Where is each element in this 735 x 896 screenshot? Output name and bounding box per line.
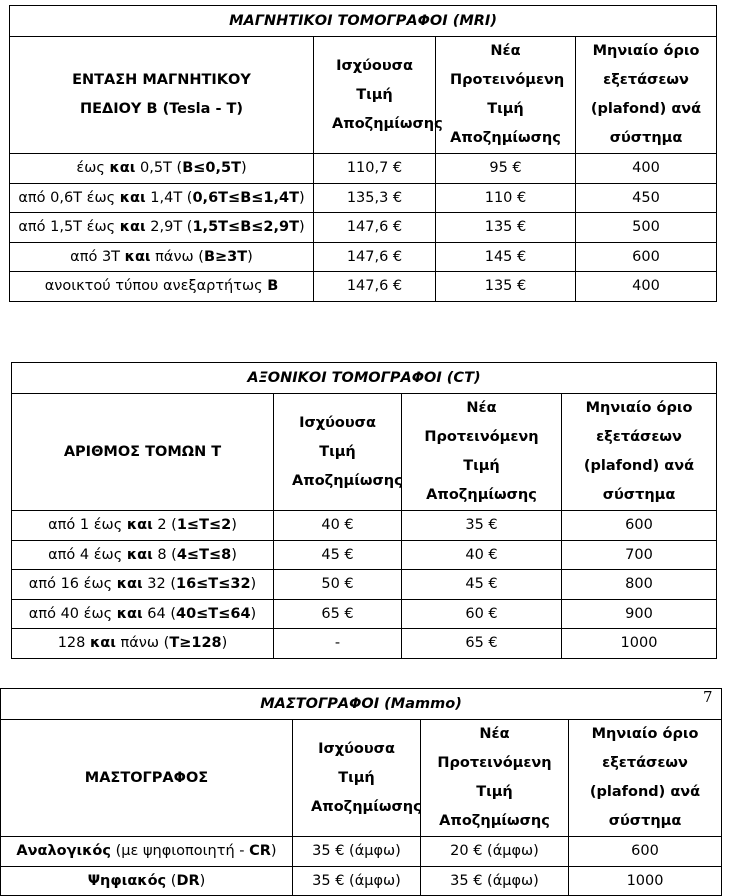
bold-text: και bbox=[126, 546, 153, 563]
bold-text: CR bbox=[249, 843, 271, 860]
limit-cell: 600 bbox=[562, 511, 717, 541]
bold-text: Ψηφιακός bbox=[87, 872, 167, 889]
table-row bbox=[12, 570, 717, 600]
row-label bbox=[12, 540, 274, 570]
bold-text: 40≤T≤64 bbox=[175, 605, 251, 622]
mammo-table-title: ΜΑΣΤΟΓΡΑΦΟΙ (Mammo) bbox=[1, 689, 722, 720]
current-cell: 65 € bbox=[274, 599, 402, 629]
bold-text: 0,6T≤B≤1,4T bbox=[192, 189, 299, 206]
new-cell: 35 € (άμφω) bbox=[421, 866, 569, 896]
current-cell: 35 € (άμφω) bbox=[293, 866, 421, 896]
bold-text: και bbox=[109, 160, 136, 177]
mri-header-field-strength: ΕΝΤΑΣΗ ΜΑΓΝΗΤΙΚΟΥ ΠΕΔΙΟΥ Β (Tesla - T) bbox=[10, 37, 314, 154]
new-cell: 65 € bbox=[402, 629, 562, 659]
new-cell: 135 € bbox=[436, 213, 576, 243]
mammo-header-device: ΜΑΣΤΟΓΡΑΦΟΣ bbox=[1, 720, 293, 837]
ct-header-current-price: Ισχύουσα Τιμή Αποζημίωσης bbox=[274, 394, 402, 511]
table-row bbox=[12, 599, 717, 629]
ct-table-title: ΑΞΟΝΙΚΟΙ ΤΟΜΟΓΡΑΦΟΙ (CT) bbox=[12, 363, 717, 394]
text: από 40 έως bbox=[28, 605, 117, 622]
bold-text: Β bbox=[267, 278, 279, 295]
current-cell: - bbox=[274, 629, 402, 659]
mammo-header-monthly-limit: Μηνιαίο όριο εξετάσεων (plafond) ανά σύστημα bbox=[569, 720, 722, 837]
row-label bbox=[12, 570, 274, 600]
bold-text: 1≤T≤2 bbox=[176, 517, 232, 534]
text: έως bbox=[76, 160, 110, 177]
limit-cell: 600 bbox=[569, 837, 722, 867]
row-label bbox=[10, 242, 314, 272]
bold-text: B≥3T bbox=[203, 248, 248, 265]
bold-text: και bbox=[119, 189, 146, 206]
mammo-header-current-price: Ισχύουσα Τιμή Αποζημίωσης bbox=[293, 720, 421, 837]
row-label bbox=[12, 599, 274, 629]
current-cell: 147,6 € bbox=[314, 213, 436, 243]
new-cell: 60 € bbox=[402, 599, 562, 629]
bold-text: και bbox=[124, 248, 151, 265]
table-row bbox=[1, 837, 722, 867]
ct-table bbox=[11, 362, 717, 659]
text: (με ψηφιοποιητή - bbox=[111, 843, 250, 860]
text: ) bbox=[221, 635, 228, 652]
limit-cell: 400 bbox=[576, 154, 717, 184]
limit-cell: 450 bbox=[576, 183, 717, 213]
text: από 1,5T έως bbox=[18, 219, 120, 236]
bold-text: T≥128 bbox=[169, 635, 222, 652]
current-cell: 147,6 € bbox=[314, 272, 436, 302]
current-cell: 50 € bbox=[274, 570, 402, 600]
limit-cell: 700 bbox=[562, 540, 717, 570]
new-cell: 145 € bbox=[436, 242, 576, 272]
limit-cell: 400 bbox=[576, 272, 717, 302]
page-number: 7 bbox=[703, 688, 713, 706]
mammo-header-new-price: Νέα Προτεινόμενη Τιμή Αποζημίωσης bbox=[421, 720, 569, 837]
new-cell: 40 € bbox=[402, 540, 562, 570]
ct-header-slices: ΑΡΙΘΜΟΣ ΤΟΜΩΝ Τ bbox=[12, 394, 274, 511]
new-cell: 110 € bbox=[436, 183, 576, 213]
current-cell: 147,6 € bbox=[314, 242, 436, 272]
table-row bbox=[10, 183, 717, 213]
bold-text: 4≤T≤8 bbox=[176, 546, 232, 563]
text: ) bbox=[250, 576, 257, 593]
text: από 1 έως bbox=[48, 517, 127, 534]
limit-cell: 900 bbox=[562, 599, 717, 629]
text: 2,9T ( bbox=[145, 219, 193, 236]
text: 1,4T ( bbox=[145, 189, 193, 206]
table-row bbox=[10, 272, 717, 302]
text: ) bbox=[231, 546, 237, 563]
text: ) bbox=[240, 160, 247, 177]
row-label bbox=[10, 213, 314, 243]
table-row bbox=[12, 540, 717, 570]
bold-text: 16≤T≤32 bbox=[175, 576, 251, 593]
new-cell: 135 € bbox=[436, 272, 576, 302]
bold-text: και bbox=[116, 605, 143, 622]
new-cell: 35 € bbox=[402, 511, 562, 541]
bold-text: DR bbox=[176, 872, 200, 889]
text: ) bbox=[250, 605, 257, 622]
ct-header-monthly-limit: Μηνιαίο όριο εξετάσεων (plafond) ανά σύστημα bbox=[562, 394, 717, 511]
text: ) bbox=[199, 872, 206, 889]
current-cell: 35 € (άμφω) bbox=[293, 837, 421, 867]
row-label bbox=[10, 272, 314, 302]
table-row bbox=[12, 511, 717, 541]
text: 2 ( bbox=[152, 517, 177, 534]
row-label bbox=[10, 183, 314, 213]
text: ) bbox=[270, 843, 277, 860]
mri-header-new-price: Νέα Προτεινόμενη Τιμή Αποζημίωσης bbox=[436, 37, 576, 154]
table-row bbox=[12, 629, 717, 659]
mammo-table bbox=[0, 688, 722, 896]
text: ) bbox=[298, 219, 305, 236]
bold-text: B≤0,5T bbox=[182, 160, 241, 177]
new-cell: 95 € bbox=[436, 154, 576, 184]
bold-text: και bbox=[126, 517, 153, 534]
text: από 3T bbox=[70, 248, 125, 265]
mri-header-current-price: Ισχύουσα Τιμή Αποζημίωσης bbox=[314, 37, 436, 154]
row-label bbox=[12, 629, 274, 659]
bold-text: Αναλογικός bbox=[16, 843, 111, 860]
bold-text: 1,5T≤B≤2,9T bbox=[192, 219, 299, 236]
limit-cell: 1000 bbox=[562, 629, 717, 659]
text: ) bbox=[247, 248, 253, 265]
text: πάνω ( bbox=[115, 635, 170, 652]
mri-header-monthly-limit: Μηνιαίο όριο εξετάσεων (plafond) ανά σύστημα bbox=[576, 37, 717, 154]
table-row bbox=[10, 213, 717, 243]
bold-text: και bbox=[89, 635, 116, 652]
text: ανοικτού τύπου ανεξαρτήτως bbox=[44, 278, 268, 295]
text: 0,5T ( bbox=[135, 160, 183, 177]
text: 64 ( bbox=[142, 605, 176, 622]
text: από 16 έως bbox=[28, 576, 117, 593]
current-cell: 45 € bbox=[274, 540, 402, 570]
text: από 0,6T έως bbox=[18, 189, 120, 206]
table-row bbox=[10, 242, 717, 272]
table-row bbox=[10, 154, 717, 184]
text: 32 ( bbox=[142, 576, 176, 593]
mri-table-title: ΜΑΓΝΗΤΙΚΟΙ ΤΟΜΟΓΡΑΦΟΙ (MRI) bbox=[10, 6, 717, 37]
row-label bbox=[1, 837, 293, 867]
bold-text: και bbox=[116, 576, 143, 593]
ct-header-new-price: Νέα Προτεινόμενη Τιμή Αποζημίωσης bbox=[402, 394, 562, 511]
current-cell: 40 € bbox=[274, 511, 402, 541]
text: 8 ( bbox=[152, 546, 177, 563]
current-cell: 135,3 € bbox=[314, 183, 436, 213]
text: 128 bbox=[57, 635, 90, 652]
text: από 4 έως bbox=[48, 546, 127, 563]
row-label bbox=[10, 154, 314, 184]
text: ) bbox=[231, 517, 237, 534]
table-row bbox=[1, 866, 722, 896]
text: ) bbox=[298, 189, 305, 206]
limit-cell: 500 bbox=[576, 213, 717, 243]
limit-cell: 1000 bbox=[569, 866, 722, 896]
limit-cell: 800 bbox=[562, 570, 717, 600]
text: ( bbox=[166, 872, 177, 889]
row-label bbox=[12, 511, 274, 541]
limit-cell: 600 bbox=[576, 242, 717, 272]
bold-text: και bbox=[119, 219, 146, 236]
new-cell: 20 € (άμφω) bbox=[421, 837, 569, 867]
row-label bbox=[1, 866, 293, 896]
text: πάνω ( bbox=[150, 248, 204, 265]
new-cell: 45 € bbox=[402, 570, 562, 600]
mri-table bbox=[9, 5, 717, 302]
current-cell: 110,7 € bbox=[314, 154, 436, 184]
